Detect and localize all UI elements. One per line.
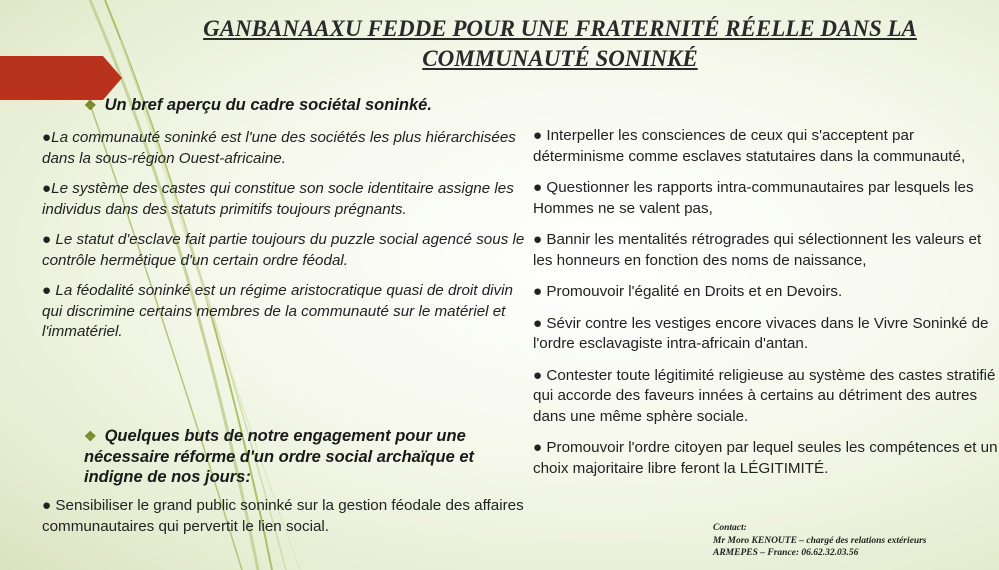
contact-label: Contact: [713, 523, 747, 533]
left-item: ● Le statut d'esclave fait partie toujours du puzzle social agencé sous le contrôle hermétique d'un certain ordre féodal. [42, 231, 525, 269]
right-item: ● Promouvoir l'égalité en Droits et en Devoirs. [533, 283, 843, 300]
left-bottom-item: ● Sensibiliser le grand public soninké sur la gestion féodale des affaires communautaires qui pervertit le lien social. [42, 497, 524, 535]
page-title: GANBANAAXU FEDDE POUR UNE FRATERNITÉ RÉELLE DANS LA COMMUNAUTÉ SONINKÉ [203, 16, 917, 71]
contact-line-phone: ARMEPES – France: 06.62.32.03.56 [713, 548, 859, 558]
section-heading-overview [84, 96, 432, 115]
diamond-bullet-icon: ❖ [84, 97, 97, 113]
right-item: ● Questionner les rapports intra-communautaires par lesquels les Hommes ne se valent pas, [533, 179, 974, 217]
right-item: ● Bannir les mentalités rétrogrades qui sélectionnent les valeurs et les honneurs en fonction des noms de naissance, [533, 231, 982, 269]
red-banner-tab [0, 56, 125, 100]
right-item: ● Interpeller les consciences de ceux qui s'acceptent par déterminisme comme esclaves statutaires dans la communauté, [533, 127, 966, 165]
right-item: ● Contester toute légitimité religieuse au système des castes stratifié qui accorde des faveurs innées à certains au détriment des autres dans une même sphère sociale. [533, 366, 996, 425]
diamond-bullet-icon: ❖ [84, 428, 97, 444]
contact-block [713, 522, 927, 560]
left-item: ● La féodalité soninké est un régime aristocratique quasi de droit divin qui discrimine certains membres de la communauté sur le matériel et l'immatériel. [42, 282, 513, 340]
contact-line-name: Mr Moro KENOUTE – chargé des relations extérieurs [713, 535, 927, 546]
left-column [42, 128, 532, 353]
left-item: ●Le système des castes qui constitue son socle identitaire assigne les individus dans des statuts primitifs toujours prégnants. [42, 180, 514, 218]
section-heading-overview-text: Un bref aperçu du cadre sociétal soninké. [104, 96, 432, 114]
right-column [533, 126, 999, 490]
section-heading-goals-text: Quelques buts de notre engagement pour une nécessaire réforme d'un ordre social archaïque et indigne de nos jours: [84, 427, 474, 486]
right-item: ● Promouvoir l'ordre citoyen par lequel seules les compétences et un choix majoritaire libre feront la LÉGITIMITÉ. [533, 439, 998, 477]
left-item: ●La communauté soninké est l'une des sociétés les plus hiérarchisées dans la sous-région Ouest-africaine. [42, 129, 516, 167]
section-heading-goals [84, 426, 524, 488]
right-item: ● Sévir contre les vestiges encore vivaces dans le Vivre Soninké de l'ordre esclavagiste intra-africain d'antan. [533, 314, 989, 352]
